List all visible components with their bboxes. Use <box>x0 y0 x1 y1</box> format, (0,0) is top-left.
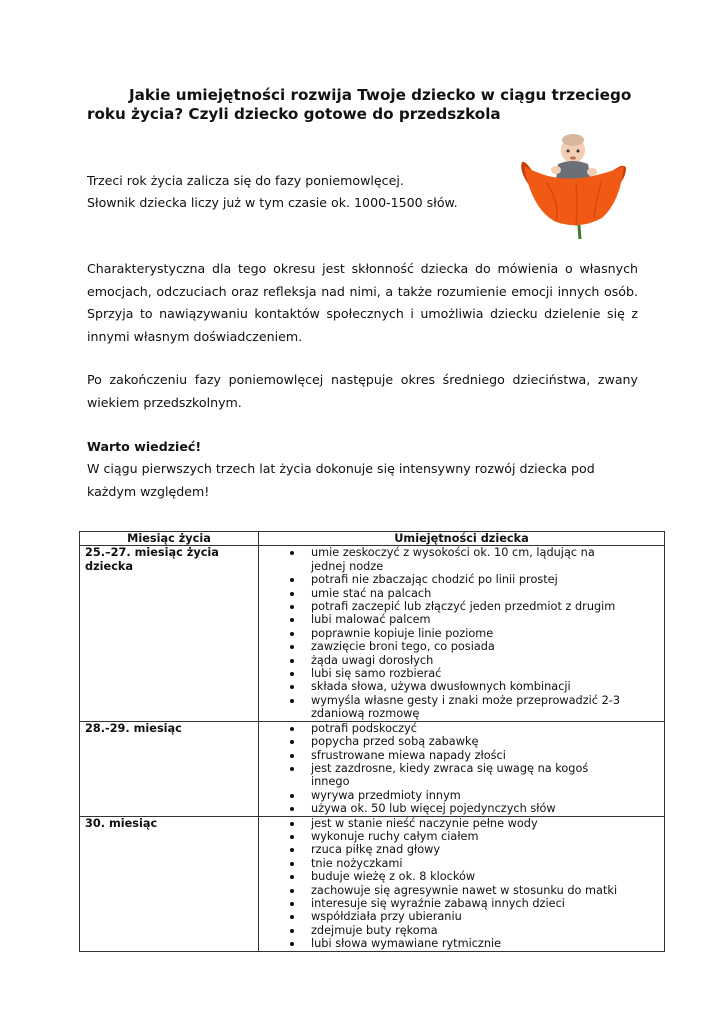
row-month: 30. miesiąc <box>80 816 259 951</box>
list-item: wyrywa przedmioty innym <box>311 789 664 802</box>
row-skills <box>259 816 665 951</box>
list-item: umie stać na palcach <box>311 587 664 600</box>
list-item: interesuje się wyraźnie zabawą innych dzieci <box>311 897 664 910</box>
list-item: popycha przed sobą zabawkę <box>311 735 664 748</box>
list-item: używa ok. 50 lub więcej pojedynczych słów <box>311 802 664 815</box>
table-row <box>80 546 665 721</box>
list-item: lubi słowa wymawiane rytmicznie <box>311 937 664 950</box>
table-row <box>80 721 665 816</box>
list-item: sfrustrowane miewa napady złości <box>311 749 664 762</box>
list-item: buduje wieżę z ok. 8 klocków <box>311 870 664 883</box>
list-item: potrafi nie zbaczając chodzić po linii prostej <box>311 573 664 586</box>
list-item: wykonuje ruchy całym ciałem <box>311 830 664 843</box>
table-header-row <box>80 532 665 546</box>
skills-table <box>79 531 665 952</box>
list-item: jest w stanie nieść naczynie pełne wody <box>311 817 664 830</box>
table-row <box>80 816 665 951</box>
page-title <box>87 86 647 124</box>
paragraph-emotions: Charakterystyczna dla tego okresu jest skłonność dziecka do mówienia o własnych emocjach, odczuciach oraz refleksja nad nimi, a także rozumienie emocji innych osób. Sprzyja to nawiązywaniu kontaktów społecznych i umożliwia dziecku dzielenie się z innymi własnym doświadczeniem. <box>87 261 638 344</box>
row-skills <box>259 721 665 816</box>
header-month: Miesiąc życia <box>80 532 259 546</box>
list-item: jest zazdrosne, kiedy zwraca się uwagę na kogoś innego <box>311 762 664 789</box>
note-text: W ciągu pierwszych trzech lat życia dokonuje się intensywny rozwój dziecka pod każdym względem! <box>87 461 595 499</box>
list-item: rzuca piłkę znad głowy <box>311 843 664 856</box>
row-skills <box>259 546 665 721</box>
note-heading: Warto wiedzieć! <box>87 439 202 454</box>
row-month: 28.-29. miesiąc <box>80 721 259 816</box>
list-item: tnie nożyczkami <box>311 857 664 870</box>
list-item: żąda uwagi dorosłych <box>311 654 664 667</box>
intro-line-2: Słownik dziecka liczy już w tym czasie ok. 1000-1500 słów. <box>87 195 458 210</box>
skills-list <box>265 722 664 816</box>
skills-list <box>265 817 664 951</box>
list-item: zawzięcie broni tego, co posiada <box>311 640 664 653</box>
list-item: potrafi podskoczyć <box>311 722 664 735</box>
list-item: umie zeskoczyć z wysokości ok. 10 cm, lądując na jednej nodze <box>311 546 664 573</box>
list-item: potrafi zaczepić lub złączyć jeden przedmiot z drugim <box>311 600 664 613</box>
title-line-2: roku życia? Czyli dziecko gotowe do przedszkola <box>87 105 501 123</box>
intro-line-1: Trzeci rok życia zalicza się do fazy poniemowlęcej. <box>87 173 404 188</box>
paragraph-preschool-age: Po zakończeniu fazy poniemowlęcej następuje okres średniego dzieciństwa, zwany wiekiem przedszkolnym. <box>87 372 638 410</box>
header-skills: Umiejętności dziecka <box>259 532 665 546</box>
row-month: 25.–27. miesiąc życia dziecka <box>80 546 259 721</box>
list-item: współdziała przy ubieraniu <box>311 910 664 923</box>
skills-list <box>265 546 664 720</box>
list-item: lubi malować palcem <box>311 613 664 626</box>
list-item: zachowuje się agresywnie nawet w stosunku do matki <box>311 884 664 897</box>
list-item: zdejmuje buty rękoma <box>311 924 664 937</box>
list-item: składa słowa, używa dwusłownych kombinacji <box>311 680 664 693</box>
list-item: wymyśla własne gesty i znaki może przeprowadzić 2-3 zdaniową rozmowę <box>311 694 664 721</box>
list-item: poprawnie kopiuje linie poziome <box>311 627 664 640</box>
list-item: lubi się samo rozbierać <box>311 667 664 680</box>
title-line-1: Jakie umiejętności rozwija Twoje dziecko w ciągu trzeciego <box>129 86 632 104</box>
